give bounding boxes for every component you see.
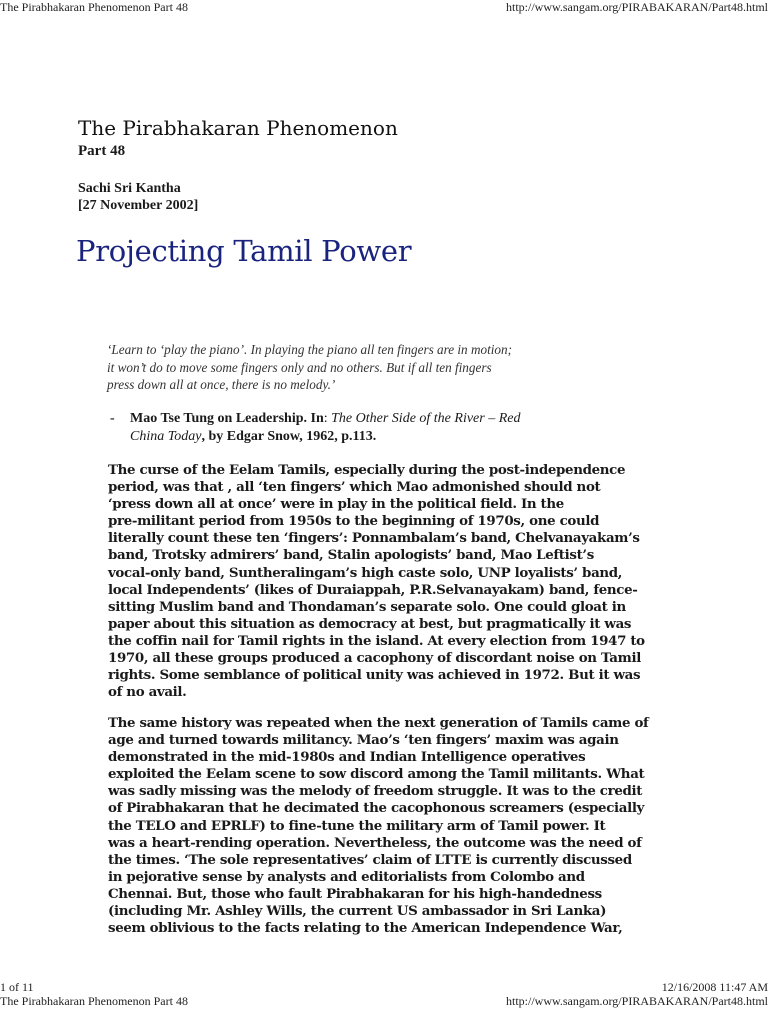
paragraph-line: demonstrated in the mid-1980s and Indian Intelligence operatives <box>108 749 586 766</box>
paragraph-line: in pejorative sense by analysts and editorialists from Colombo and <box>108 868 585 885</box>
quote-line: press down all at once, there is no melody.’ <box>107 377 336 392</box>
paragraph-line: local Independents’ (likes of Duraiappah, P.R.Selvanayakam) band, fence- <box>108 581 638 598</box>
header-url: http://www.sangam.org/PIRABAKARAN/Part48.html <box>505 994 768 1008</box>
citation-book-title-2: China Today <box>130 429 202 444</box>
paragraph-line: was sadly missing was the melody of freedom struggle. It was to the credit <box>108 783 643 800</box>
citation-suffix: , by Edgar Snow, 1962, p.113. <box>201 429 377 444</box>
citation-colon: : <box>323 411 328 426</box>
article-part: Part 48 <box>78 143 126 159</box>
paragraph-line: age and turned towards militancy. Mao’s ‘ten fingers’ maxim was again <box>108 732 619 749</box>
paragraph-line: rights. Some semblance of political unity was achieved in 1972. But it was <box>108 667 641 684</box>
paragraph-line: of no avail. <box>108 684 187 701</box>
header-page-title: The Pirabhakaran Phenomenon Part 48 <box>0 994 188 1008</box>
quote-line: it won’t do to move some fingers only and no others. But if all ten fingers <box>107 359 492 375</box>
page-number: 1 of 11 <box>0 980 34 994</box>
paragraph-line: the coffin nail for Tamil rights in the island. At every election from 1947 to <box>108 632 645 649</box>
paragraph-2 <box>108 715 649 937</box>
header-page-title: The Pirabhakaran Phenomenon Part 48 <box>0 0 188 14</box>
paragraph-1 <box>108 462 645 701</box>
citation-book-title-1: The Other Side of the River – Red <box>331 411 521 426</box>
article-title: The Pirabhakaran Phenomenon <box>78 116 398 140</box>
print-timestamp: 12/16/2008 11:47 AM <box>661 980 768 994</box>
paragraph-line: ‘press down all at once’ were in play in the political field. In the <box>108 496 564 513</box>
paragraph-line: sitting Muslim band and Thondaman’s separate solo. One could gloat in <box>108 598 626 615</box>
paragraph-line: band, Trotsky admirers’ band, Stalin apologists’ band, Mao Leftist’s <box>108 547 594 564</box>
citation-dash: - <box>110 411 115 426</box>
epigraph-citation <box>110 410 590 446</box>
paragraph-line: The curse of the Eelam Tamils, especially during the post-independence <box>108 462 626 478</box>
citation-source: Mao Tse Tung on Leadership. In <box>130 411 324 426</box>
paragraph-line: the times. ‘The sole representatives’ claim of LTTE is currently discussed <box>108 851 632 868</box>
header-url: http://www.sangam.org/PIRABAKARAN/Part48.html <box>505 0 768 14</box>
paragraph-line: The same history was repeated when the next generation of Tamils came of <box>108 715 649 731</box>
paragraph-line: the TELO and EPRLF) to fine-tune the military arm of Tamil power. It <box>108 817 606 834</box>
quote-line: ‘Learn to ‘play the piano’. In playing the piano all ten fingers are in motion; <box>107 342 512 357</box>
paragraph-line: exploited the Eelam scene to sow discord among the Tamil militants. What <box>108 766 645 783</box>
paragraph-line: of Pirabhakaran that he decimated the cacophonous screamers (especially <box>108 800 644 817</box>
paragraph-line: 1970, all these groups produced a cacophony of discordant noise on Tamil <box>108 650 641 667</box>
article-author: Sachi Sri Kantha <box>78 181 181 196</box>
paragraph-line: vocal-only band, Suntheralingam’s high caste solo, UNP loyalists’ band, <box>108 564 623 581</box>
paragraph-line: period, was that , all ‘ten fingers’ which Mao admonished should not <box>108 479 601 496</box>
paragraph-line: seem oblivious to the facts relating to the American Independence War, <box>108 920 623 937</box>
paragraph-line: literally count these ten ‘fingers’: Ponnambalam’s band, Chelvanayakam’s <box>108 530 640 547</box>
article-date: [27 November 2002] <box>78 198 199 213</box>
paragraph-line: Chennai. But, those who fault Pirabhakaran for his high-handedness <box>108 885 602 902</box>
paragraph-line: pre-militant period from 1950s to the beginning of 1970s, one could <box>108 513 600 530</box>
paragraph-line: (including Mr. Ashley Wills, the current US ambassador in Sri Lanka) <box>108 903 607 920</box>
paragraph-line: paper about this situation as democracy at best, but pragmatically it was <box>108 615 632 632</box>
article-headline: Projecting Tamil Power <box>76 234 412 268</box>
paragraph-line: was a heart-rending operation. Nevertheless, the outcome was the need of <box>108 834 642 851</box>
epigraph-quote <box>107 341 587 394</box>
